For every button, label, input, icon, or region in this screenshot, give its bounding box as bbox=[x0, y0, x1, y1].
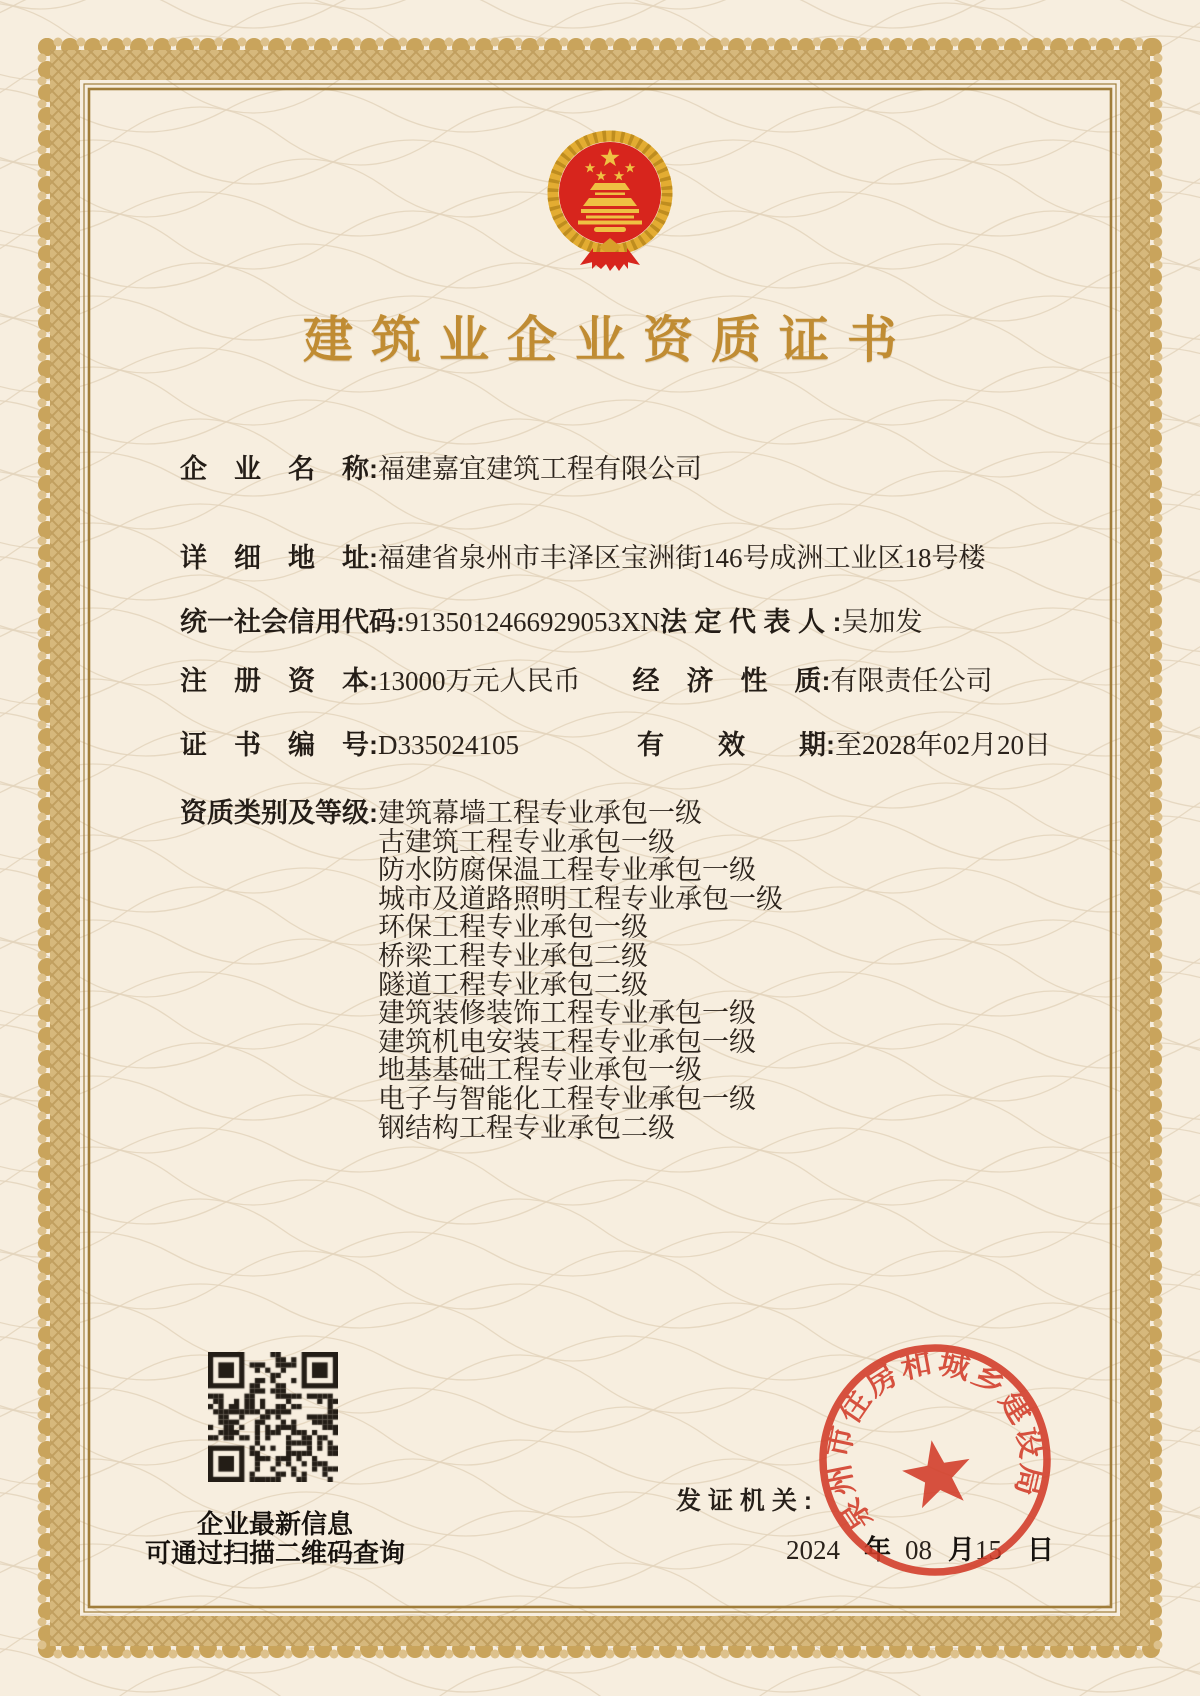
certificate-title: 建筑业企业资质证书 bbox=[303, 312, 915, 368]
qualification-item: 桥梁工程专业承包二级 bbox=[378, 940, 648, 971]
qualification-item: 电子与智能化工程专业承包一级 bbox=[378, 1083, 756, 1114]
qualification-item: 建筑机电安装工程专业承包一级 bbox=[378, 1026, 756, 1057]
issue-year: 2024 bbox=[786, 1535, 840, 1565]
issue-day: 15 bbox=[975, 1535, 1002, 1565]
qualification-item: 钢结构工程专业承包二级 bbox=[378, 1112, 675, 1143]
legal-rep-label: 法 定 代 表 人 : bbox=[660, 607, 842, 637]
qr-note-line2: 可通过扫描二维码查询 bbox=[144, 1538, 405, 1568]
field-capital-and-nature bbox=[180, 664, 993, 698]
qr-code bbox=[208, 1352, 338, 1482]
qualification-item: 建筑装修装饰工程专业承包一级 bbox=[378, 998, 756, 1029]
address-label: 详 细 地 址: bbox=[180, 543, 378, 573]
qualification-item: 地基基础工程专业承包一级 bbox=[378, 1055, 702, 1086]
issue-month: 08 bbox=[905, 1535, 932, 1565]
valid-until-label: 有 效 期: bbox=[637, 730, 835, 760]
qualifications-label: 资质类别及等级: bbox=[180, 798, 378, 828]
svg-text:泉州市住房和城乡建设局 bbox=[810, 1335, 1058, 1540]
certificate-no-label: 证 书 编 号: bbox=[180, 730, 378, 760]
field-credit-code-and-legal-rep bbox=[180, 605, 923, 639]
year-unit: 年 bbox=[864, 1535, 891, 1565]
qr-note-line1: 企业最新信息 bbox=[196, 1509, 353, 1539]
qualification-item: 古建筑工程专业承包一级 bbox=[378, 826, 675, 857]
qualifications-list bbox=[378, 799, 783, 1142]
credit-code-value: 9135012466929053XN bbox=[405, 607, 660, 637]
company-name-label: 企 业 名 称: bbox=[180, 454, 378, 484]
seal-text: 泉州市住房和城乡建设局 bbox=[819, 1344, 1051, 1538]
economic-nature-value: 有限责任公司 bbox=[830, 666, 993, 696]
economic-nature-label: 经 济 性 质: bbox=[632, 666, 831, 696]
qr-note bbox=[132, 1510, 418, 1568]
field-certno-and-validity bbox=[180, 728, 1051, 762]
official-red-seal bbox=[810, 1335, 1060, 1585]
qualification-item: 隧道工程专业承包二级 bbox=[378, 969, 648, 1000]
qualification-item: 建筑幕墙工程专业承包一级 bbox=[378, 798, 702, 828]
registered-capital-label: 注 册 资 本: bbox=[180, 666, 378, 696]
credit-code-label: 统一社会信用代码: bbox=[180, 607, 405, 637]
qualification-item: 城市及道路照明工程专业承包一级 bbox=[378, 883, 783, 914]
field-qualifications bbox=[180, 799, 783, 1142]
month-unit: 月 bbox=[948, 1535, 975, 1565]
company-name-value: 福建嘉宜建筑工程有限公司 bbox=[378, 454, 702, 484]
qualification-item: 环保工程专业承包一级 bbox=[378, 912, 648, 943]
certificate-no-value: D335024105 bbox=[378, 730, 519, 760]
valid-until-value: 至2028年02月20日 bbox=[835, 730, 1051, 760]
national-emblem-icon bbox=[540, 127, 680, 277]
day-unit: 日 bbox=[1027, 1535, 1054, 1565]
qualification-item: 防水防腐保温工程专业承包一级 bbox=[378, 855, 756, 886]
issuing-authority-label: 发 证 机 关 : bbox=[676, 1487, 813, 1515]
field-address bbox=[180, 541, 986, 575]
address-value: 福建省泉州市丰泽区宝洲街146号成洲工业区18号楼 bbox=[378, 543, 986, 573]
legal-rep-value: 吴加发 bbox=[841, 607, 923, 637]
field-company-name bbox=[180, 452, 702, 486]
registered-capital-value: 13000万元人民币 bbox=[378, 666, 581, 696]
